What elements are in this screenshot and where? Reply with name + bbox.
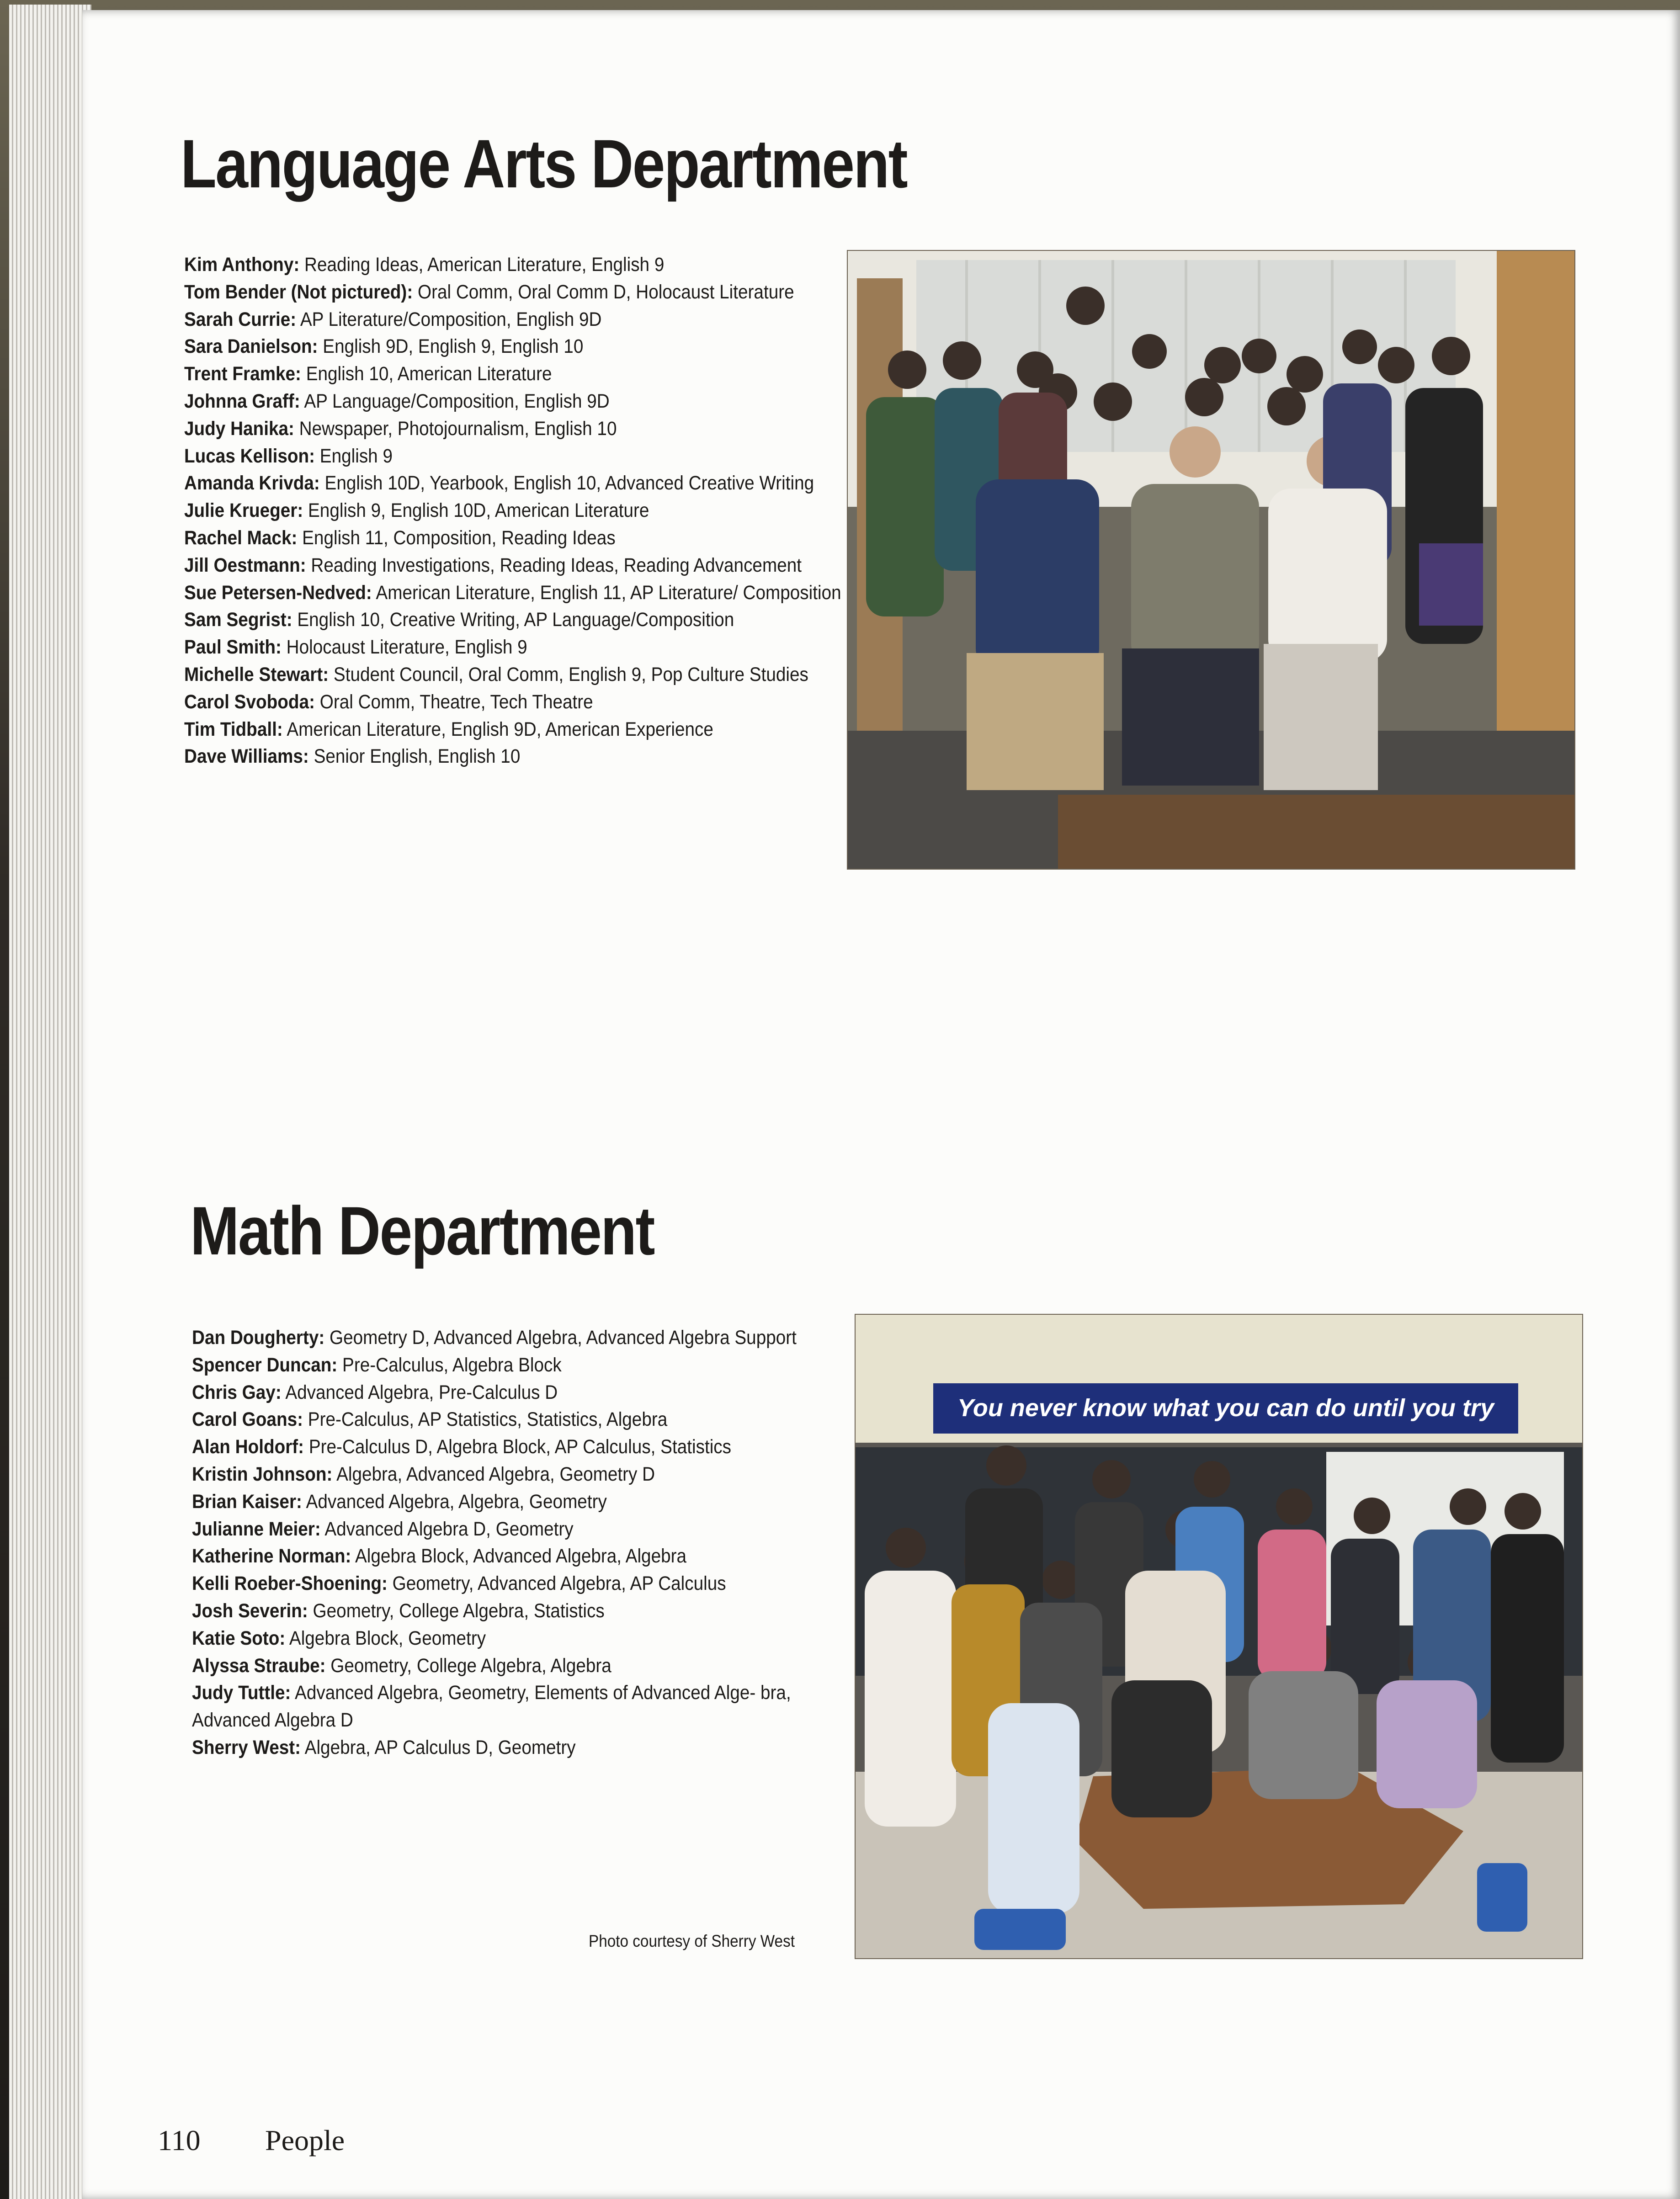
- staff-entry: Katherine Norman: Algebra Block, Advanced Algebra, Algebra: [192, 1545, 687, 1567]
- math-group-photo: [855, 1314, 1583, 1959]
- staff-entry: Kim Anthony: Reading Ideas, American Literature, English 9: [184, 254, 665, 276]
- staff-entry: Tim Tidball: American Literature, English 9D, American Experience: [184, 718, 713, 740]
- page-number: 110: [158, 2124, 201, 2157]
- language-arts-heading: Language Arts Department: [181, 125, 907, 202]
- staff-entry: Alan Holdorf: Pre-Calculus D, Algebra Block, AP Calculus, Statistics: [192, 1436, 732, 1458]
- classroom-banner: You never know what you can do until you try: [957, 1394, 1494, 1422]
- staff-entry: Judy Tuttle: Advanced Algebra, Geometry, Elements of Advanced Alge- bra, Advanced Algebra D: [192, 1682, 791, 1732]
- staff-entry: Chris Gay: Advanced Algebra, Pre-Calculus D: [192, 1381, 558, 1403]
- math-photo-illustration: [856, 1315, 1582, 1958]
- staff-entry: Trent Framke: English 10, American Literature: [184, 363, 552, 385]
- staff-entry: Sara Danielson: English 9D, English 9, English 10: [184, 335, 584, 358]
- staff-entry: Rachel Mack: English 11, Composition, Reading Ideas: [184, 526, 616, 549]
- staff-entry: Julianne Meier: Advanced Algebra D, Geometry: [192, 1518, 574, 1540]
- staff-entry: Sherry West: Algebra, AP Calculus D, Geometry: [192, 1736, 576, 1758]
- language-arts-photo-illustration: [848, 251, 1574, 869]
- language-arts-group-photo: [847, 250, 1575, 870]
- staff-entry: Carol Svoboda: Oral Comm, Theatre, Tech Theatre: [184, 691, 593, 713]
- staff-entry: Katie Soto: Algebra Block, Geometry: [192, 1627, 486, 1649]
- staff-entry: Tom Bender (Not pictured): Oral Comm, Oral Comm D, Holocaust Literature: [184, 281, 794, 303]
- staff-entry: Paul Smith: Holocaust Literature, English 9: [184, 636, 527, 659]
- section-name: People: [265, 2124, 345, 2157]
- staff-entry: Julie Krueger: English 9, English 10D, American Literature: [184, 499, 649, 522]
- yearbook-page: [82, 10, 1680, 2199]
- staff-entry: Alyssa Straube: Geometry, College Algebra, Algebra: [192, 1654, 611, 1677]
- staff-entry: Johnna Graff: AP Language/Composition, English 9D: [184, 390, 610, 412]
- staff-entry: Jill Oestmann: Reading Investigations, Reading Ideas, Reading Advancement: [184, 554, 802, 576]
- book-page-edges: [9, 5, 91, 2199]
- staff-entry: Brian Kaiser: Advanced Algebra, Algebra, Geometry: [192, 1490, 607, 1513]
- staff-entry: Carol Goans: Pre-Calculus, AP Statistics, Statistics, Algebra: [192, 1408, 668, 1431]
- staff-entry: Judy Hanika: Newspaper, Photojournalism, English 10: [184, 417, 617, 440]
- language-arts-staff-list: [184, 251, 846, 770]
- staff-entry: Michelle Stewart: Student Council, Oral Comm, English 9, Pop Culture Studies: [184, 663, 808, 685]
- staff-entry: Dan Dougherty: Geometry D, Advanced Algebra, Advanced Algebra Support: [192, 1327, 797, 1349]
- staff-entry: Dave Williams: Senior English, English 10: [184, 745, 521, 768]
- staff-entry: Sue Petersen-Nedved: American Literature, English 11, AP Literature/ Composition: [184, 581, 841, 604]
- math-heading: Math Department: [190, 1192, 654, 1269]
- staff-entry: Kelli Roeber-Shoening: Geometry, Advanced Algebra, AP Calculus: [192, 1572, 726, 1595]
- staff-entry: Josh Severin: Geometry, College Algebra, Statistics: [192, 1599, 605, 1622]
- staff-entry: Spencer Duncan: Pre-Calculus, Algebra Block: [192, 1354, 562, 1376]
- staff-entry: Amanda Krivda: English 10D, Yearbook, English 10, Advanced Creative Writing: [184, 472, 814, 494]
- staff-entry: Sam Segrist: English 10, Creative Writing, AP Language/Composition: [184, 609, 734, 631]
- staff-entry: Lucas Kellison: English 9: [184, 445, 393, 467]
- staff-entry: Kristin Johnson: Algebra, Advanced Algebra, Geometry D: [192, 1463, 655, 1485]
- staff-entry: Sarah Currie: AP Literature/Composition, English 9D: [184, 308, 602, 330]
- math-staff-list: [192, 1324, 854, 1762]
- photo-credit: Photo courtesy of Sherry West: [589, 1932, 795, 1950]
